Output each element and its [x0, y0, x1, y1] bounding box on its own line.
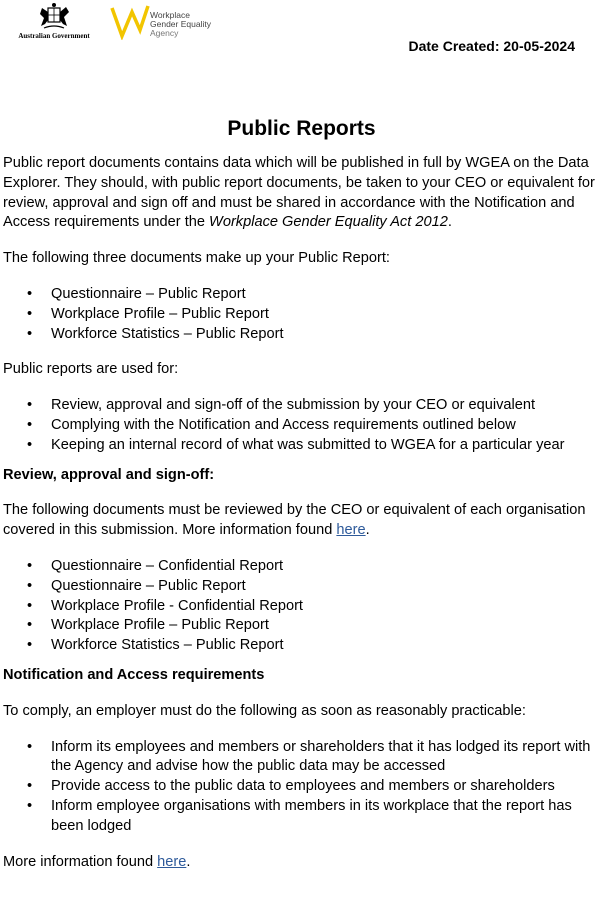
document-body [3, 114, 600, 888]
more-info-text: More information found [3, 853, 158, 870]
three-docs-list [3, 285, 600, 344]
date-created: Date Created: 20-05-2024 [408, 38, 575, 54]
act-name: Workplace Gender Equality Act 2012 [209, 214, 448, 231]
list-item: • Workforce Statistics – Public Report [3, 325, 600, 345]
list-item: • Inform its employees and members or shareholders that it has lodged its report with the Agency and advise how the public data may be accessed [3, 738, 600, 778]
list-item: • Questionnaire – Confidential Report [3, 557, 600, 577]
wgea-logo-text [150, 11, 211, 38]
list-item: • Questionnaire – Public Report [3, 577, 600, 597]
intro-text-end: . [447, 214, 452, 231]
wgea-logo [110, 2, 210, 42]
coat-of-arms-icon [36, 2, 72, 30]
list-item: • Questionnaire – Public Report [3, 285, 600, 305]
gov-logo-text: Australian Government [18, 32, 90, 40]
review-docs-list [3, 557, 600, 656]
list-item: • Inform employee organisations with members in its workplace that the report has been lodged [3, 797, 600, 837]
used-for-paragraph: Public reports are used for: [3, 361, 179, 378]
wgea-logo-line-2: Gender Equality [150, 19, 211, 29]
review-heading: Review, approval and sign-off: [3, 466, 215, 483]
list-item: • Workplace Profile - Confidential Report [3, 597, 600, 617]
review-text-end: . [365, 522, 370, 539]
used-for-list [3, 396, 600, 455]
review-paragraph [3, 501, 600, 541]
more-info-paragraph [3, 853, 600, 873]
intro-text: Public report documents contains data which will be published in full by WGEA on the Data Explorer. They should, with public report documents, be taken to your CEO or equivalent for review, approval and sign off and must be shared in accordance with the Notification and Access requirements under the [3, 155, 595, 231]
page-title: Public Reports [227, 117, 376, 140]
wgea-logo-line-3: Agency [150, 28, 179, 38]
review-more-info-link[interactable]: here [336, 522, 366, 539]
document-header [0, 0, 602, 60]
australian-government-logo [18, 2, 90, 42]
three-docs-paragraph: The following three documents make up your Public Report: [3, 250, 390, 267]
list-item: • Keeping an internal record of what was submitted to WGEA for a particular year [3, 436, 600, 456]
wgea-check-icon [110, 2, 150, 40]
comply-list [3, 738, 600, 837]
list-item: • Provide access to the public data to employees and members or shareholders [3, 777, 600, 797]
wgea-logo-line-1: Workplace [150, 10, 190, 20]
intro-paragraph [3, 154, 600, 233]
list-item: • Review, approval and sign-off of the submission by your CEO or equivalent [3, 396, 600, 416]
list-item: • Workforce Statistics – Public Report [3, 636, 600, 656]
list-item: • Complying with the Notification and Access requirements outlined below [3, 416, 600, 436]
comply-paragraph: To comply, an employer must do the following as soon as reasonably practicable: [3, 702, 526, 719]
list-item: • Workplace Profile – Public Report [3, 616, 600, 636]
list-item: • Workplace Profile – Public Report [3, 305, 600, 325]
more-info-link[interactable]: here [157, 853, 187, 870]
more-info-end: . [186, 853, 191, 870]
review-text: The following documents must be reviewed by the CEO or equivalent of each organisation covered in this submission. More information found [3, 502, 586, 539]
notification-heading: Notification and Access requirements [3, 666, 265, 683]
